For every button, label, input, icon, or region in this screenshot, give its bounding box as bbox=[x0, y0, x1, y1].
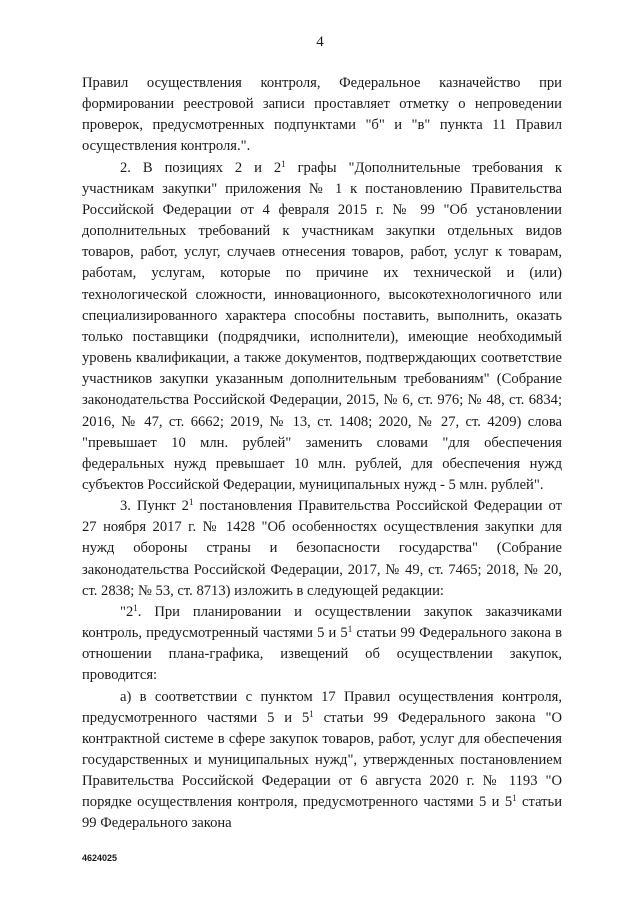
paragraph-text: 2. В позициях 2 и 2 bbox=[120, 159, 282, 176]
paragraph-text: "2 bbox=[120, 603, 134, 620]
paragraph-text: графы "Дополнительные требования к участникам закупки" приложения № 1 к постановлению Правительства Российской Федерации от 4 февраля 2015 г. № 99 "Об установлении дополнительных требований к участникам закупки отдельных видов товаров, работ, услуг, случаев отнесения товаров, работ, услуг к товарам, работам, услугам, которые по причине их технической и (или) технологической сложности, инновационного, высокотехнологичного или специализированного характера способны поставить, выполнить, оказать только поставщики (подрядчики, исполнители), имеющие необходимый уровень квалификации, а также документов, подтверждающих соответствие участников закупки указанным дополнительным требованиям" (Собрание законодательства Российской Федерации, 2015, № 6, ст. 976; № 48, ст. 6834; 2016, № 47, ст. 6662; 2019, № 13, ст. 1408; 2020, № 27, ст. 4209) слова "превышает 10 млн. рублей" заменить словами "для обеспечения федеральных нужд превышает 10 млн. рублей, для обеспечения нужд субъектов Российской Федерации, муниципальных нужд - 5 млн. рублей". bbox=[82, 159, 562, 493]
paragraph-item-2 bbox=[82, 158, 562, 497]
paragraph-subitem-a bbox=[82, 687, 562, 835]
paragraph-text: статьи 99 Федерального закона bbox=[82, 794, 563, 832]
paragraph-item-3 bbox=[82, 496, 562, 602]
superscript-index: 1 bbox=[347, 624, 353, 635]
superscript-index: 1 bbox=[281, 158, 286, 169]
page-number: 4 bbox=[316, 34, 324, 50]
superscript-index: 1 bbox=[188, 497, 194, 508]
paragraph-text: статьи 99 Федерального закона "О контрактной системе в сфере закупок товаров, работ, услуг для обеспечения государственных и муниципальных нужд", утвержденных постановлением Правительства Российской Федерации от 6 августа 2020 г. № 1193 "О порядке осуществления контроля, предусмотренного частями 5 и 5 bbox=[82, 709, 562, 811]
paragraph-text: постановления Правительства Российской Федерации от 27 ноября 2017 г. № 1428 "Об особенностях осуществления закупки для нужд обороны страны и безопасности государства" (Собрание законодательства Российской Федерации, 2017, № 49, ст. 7465; 2018, № 20, ст. 2838; № 53, ст. 8713) изложить в следующей редакции: bbox=[82, 498, 562, 599]
paragraph-text: . При планировании и осуществлении закупок заказчиками контроль, предусмотренный частями 5 и 5 bbox=[82, 603, 562, 642]
paragraph-text: статьи 99 Федерального закона в отношении плана-графика, извещений об осуществлении закупок, проводится: bbox=[82, 625, 562, 684]
superscript-index: 1 bbox=[512, 793, 517, 804]
paragraph-text: Правил осуществления контроля, Федеральное казначейство при формировании реестровой записи проставляет отметку о непроведении проверок, предусмотренных подпунктами "б" и "в" пункта 11 Правил осуществления контроля.". bbox=[82, 75, 562, 155]
paragraph-quoted-clause bbox=[82, 602, 562, 687]
paragraph-text: а) в соответствии с пунктом 17 Правил осуществления контроля, предусмотренного частями 5 и 5 bbox=[82, 688, 562, 726]
document-code: 4624025 bbox=[82, 853, 118, 863]
superscript-index: 1 bbox=[309, 708, 314, 719]
paragraph-text: 3. Пункт 2 bbox=[120, 498, 189, 515]
superscript-index: 1 bbox=[133, 602, 138, 613]
document-body bbox=[82, 73, 562, 835]
paragraph-continuation bbox=[82, 73, 562, 158]
